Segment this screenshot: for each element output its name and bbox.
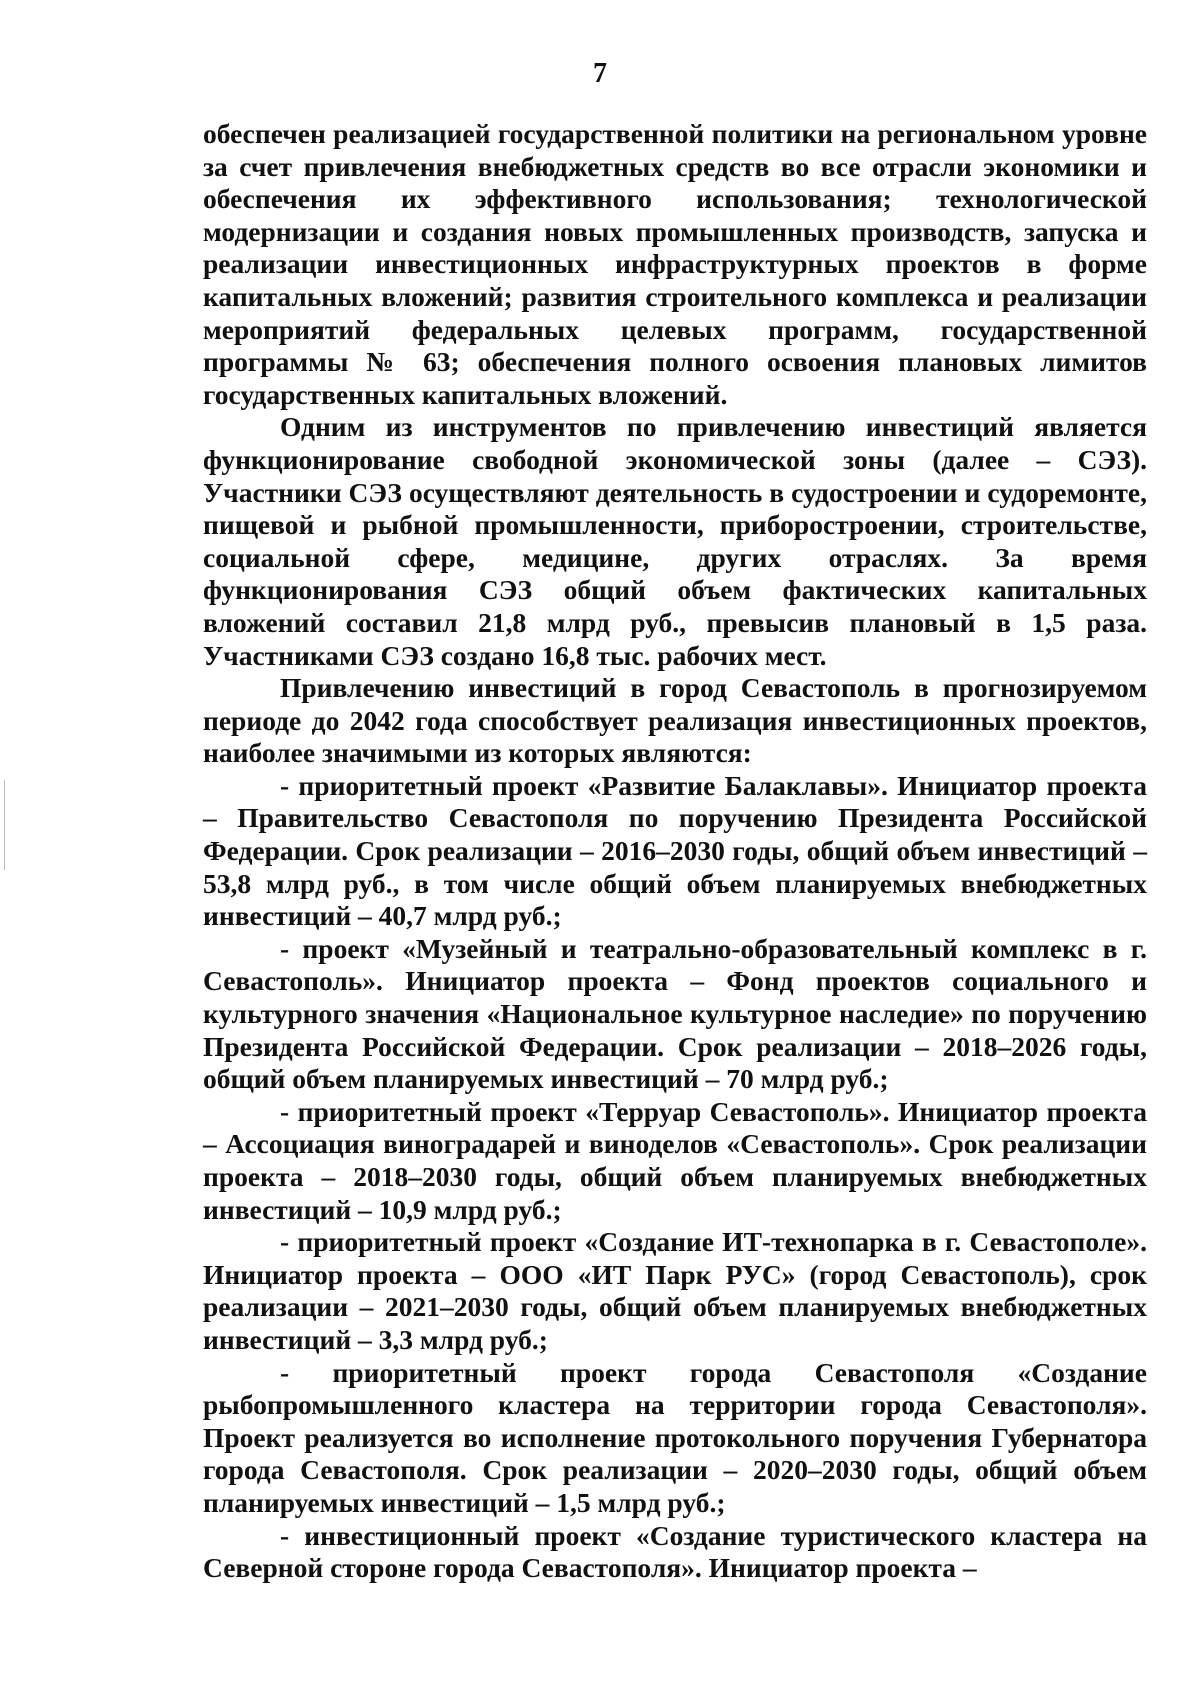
paragraph-investment-policy: обеспечен реализацией государственной политики на региональном уровне за счет привлечения внебюджетных средств во все отрасли экономики и обеспечения их эффективного использования; технологической модернизации и создания новых промышленных производств, запуска и реализации инвестиционных инфраструктурных проектов в форме капитальных вложений; развития строительного комплекса и реализации мероприятий федеральных целевых программ, государственной программы № 63; обеспечения полного освоения плановых лимитов государственных капитальных вложений. [203,118,1147,410]
scan-artifact-line [4,780,5,870]
document-body [203,118,1147,1585]
paragraph-investment-projects-intro: Привлечению инвестиций в город Севастополь в прогнозируемом периоде до 2042 года способствует реализация инвестиционных проектов, наиболее значимыми из которых являются: [203,672,1147,769]
list-item-balaklava-project: - приоритетный проект «Развитие Балаклавы». Инициатор проекта – Правительство Севастополя по поручению Президента Российской Федерации. Срок реализации – 2016–2030 годы, общий объем инвестиций – 53,8 млрд руб., в том числе общий объем планируемых внебюджетных инвестиций – 40,7 млрд руб.; [203,769,1147,932]
list-item-it-technopark-project: - приоритетный проект «Создание ИТ-технопарка в г. Севастополе». Инициатор проекта – ООО «ИТ Парк РУС» (город Севастополь), срок реализации – 2021–2030 годы, общий объем планируемых внебюджетных инвестиций – 3,3 млрд руб.; [203,1226,1147,1355]
list-item-terroir-project: - приоритетный проект «Терруар Севастополь». Инициатор проекта – Ассоциация виноградарей и виноделов «Севастополь». Срок реализации проекта – 2018–2030 годы, общий объем планируемых внебюджетных инвестиций – 10,9 млрд руб.; [203,1095,1147,1225]
paragraph-free-economic-zone: Одним из инструментов по привлечению инвестиций является функционирование свободной экономической зоны (далее – СЭЗ). Участники СЭЗ осуществляют деятельность в судостроении и судоремонте, пищевой и рыбной промышленности, приборостроении, строительстве, социальной сфере, медицине, других отраслях. За время функционирования СЭЗ общий объем фактических капитальных вложений составил 21,8 млрд руб., превысив плановый в 1,5 раза. Участниками СЭЗ создано 16,8 тыс. рабочих мест. [203,411,1147,671]
list-item-tourist-cluster-project: - инвестиционный проект «Создание туристического кластера на Северной стороне города Севастополя». Инициатор проекта – [203,1519,1147,1584]
list-item-museum-complex-project: - проект «Музейный и театрально-образовательный комплекс в г. Севастополь». Инициатор проекта – Фонд проектов социального и культурного значения «Национальное культурное наследие» по поручению Президента Российской Федерации. Срок реализации – 2018–2026 годы, общий объем планируемых инвестиций – 70 млрд руб.; [203,932,1147,1095]
list-item-fishery-cluster-project: - приоритетный проект города Севастополя «Создание рыбопромышленного кластера на территории города Севастополя». Проект реализуется во исполнение протокольного поручения Губернатора города Севастополя. Срок реализации – 2020–2030 годы, общий объем планируемых инвестиций – 1,5 млрд руб.; [203,1356,1147,1518]
page-number: 7 [593,58,607,89]
